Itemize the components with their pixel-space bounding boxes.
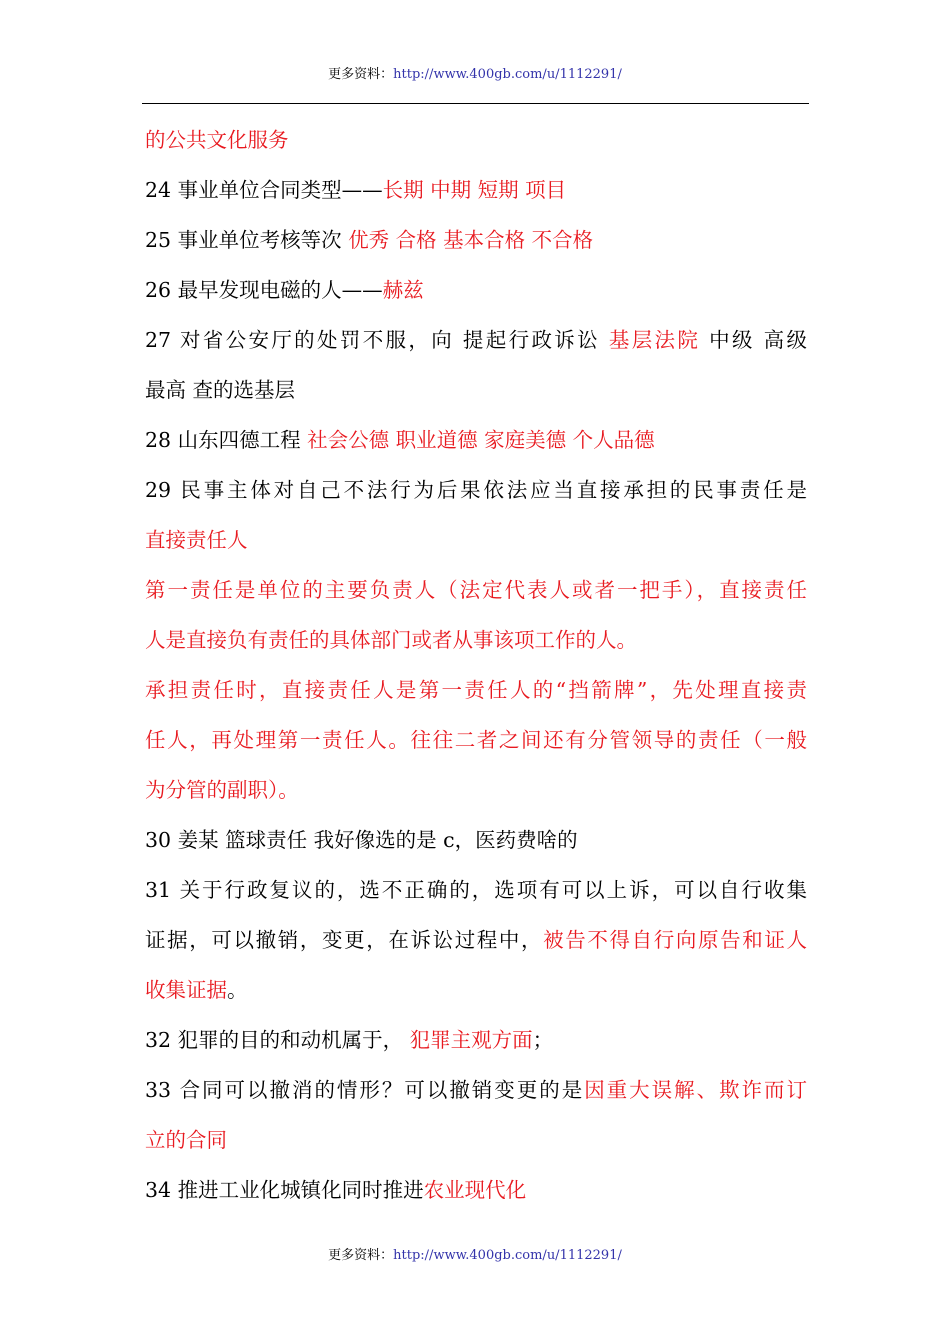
footer-label: 更多资料： bbox=[328, 1248, 394, 1263]
text-line bbox=[145, 365, 807, 415]
highlighted-text: 因重大误解、欺诈而订 bbox=[584, 1078, 807, 1102]
body-text: 34 推进工业化城镇化同时推进 bbox=[145, 1178, 424, 1202]
text-line bbox=[145, 465, 807, 515]
page-header bbox=[0, 66, 950, 84]
header-divider bbox=[142, 103, 809, 104]
text-line bbox=[145, 1015, 807, 1065]
text-line bbox=[145, 115, 807, 165]
text-line bbox=[145, 915, 807, 965]
highlighted-text: 立的合同 bbox=[145, 1128, 227, 1152]
body-text: 27 对省公安厅的处罚不服，向 提起行政诉讼 bbox=[145, 328, 609, 352]
text-line bbox=[145, 215, 807, 265]
body-text: 32 犯罪的目的和动机属于， bbox=[145, 1028, 410, 1052]
highlighted-text: 赫兹 bbox=[382, 278, 424, 302]
highlighted-text: 直接责任人 bbox=[145, 528, 248, 552]
body-text: 24 事业单位合同类型—— bbox=[145, 178, 383, 202]
text-line bbox=[145, 715, 807, 765]
body-text: ； bbox=[532, 1028, 554, 1052]
highlighted-text: 犯罪主观方面 bbox=[409, 1028, 533, 1052]
body-text: 25 事业单位考核等次 bbox=[145, 228, 349, 252]
highlighted-text: 人是直接负有责任的具体部门或者从事该项工作的人。 bbox=[145, 628, 637, 652]
text-line bbox=[145, 865, 807, 915]
body-text: 29 民事主体对自己不法行为后果依法应当直接承担的民事责任是 bbox=[145, 478, 807, 502]
text-line bbox=[145, 765, 807, 815]
highlighted-text: 收集证据 bbox=[145, 978, 227, 1002]
body-text: 。 bbox=[227, 978, 248, 1002]
text-line bbox=[145, 1165, 807, 1215]
footer-link[interactable]: http://www.400gb.com/u/1112291/ bbox=[393, 1248, 622, 1263]
highlighted-text: 长期 中期 短期 项目 bbox=[382, 178, 567, 202]
body-text: 26 最早发现电磁的人—— bbox=[145, 278, 383, 302]
page-footer bbox=[0, 1247, 950, 1265]
text-line bbox=[145, 265, 807, 315]
document-body bbox=[145, 115, 807, 1215]
highlighted-text: 任人，再处理第一责任人。往往二者之间还有分管领导的责任（一般 bbox=[145, 728, 807, 752]
body-text: 中级 高级 bbox=[700, 328, 807, 352]
highlighted-text: 社会公德 职业道德 家庭美德 个人品德 bbox=[307, 428, 655, 452]
highlighted-text: 基层法院 bbox=[608, 328, 701, 352]
header-label: 更多资料： bbox=[328, 67, 394, 82]
text-line bbox=[145, 1115, 807, 1165]
text-line bbox=[145, 965, 807, 1015]
body-text: 证据，可以撤销，变更，在诉讼过程中， bbox=[145, 928, 544, 952]
text-line bbox=[145, 415, 807, 465]
highlighted-text: 承担责任时，直接责任人是第一责任人的“挡箭牌”，先处理直接责 bbox=[145, 678, 807, 702]
highlighted-text: 农业现代化 bbox=[423, 1178, 527, 1202]
body-text: 31 关于行政复议的，选不正确的，选项有可以上诉，可以自行收集 bbox=[145, 878, 807, 902]
text-line bbox=[145, 1065, 807, 1115]
text-line bbox=[145, 665, 807, 715]
body-text: 最高 查的选基层 bbox=[145, 378, 296, 402]
text-line bbox=[145, 565, 807, 615]
body-text: 33 合同可以撤消的情形？可以撤销变更的是 bbox=[145, 1078, 585, 1102]
highlighted-text: 的公共文化服务 bbox=[145, 128, 289, 152]
highlighted-text: 被告不得自行向原告和证人 bbox=[543, 928, 807, 952]
highlighted-text: 优秀 合格 基本合格 不合格 bbox=[348, 228, 594, 252]
highlighted-text: 为分管的副职）。 bbox=[145, 778, 299, 802]
text-line bbox=[145, 515, 807, 565]
text-line bbox=[145, 315, 807, 365]
highlighted-text: 第一责任是单位的主要负责人（法定代表人或者一把手），直接责任 bbox=[145, 578, 807, 602]
body-text: 28 山东四德工程 bbox=[145, 428, 308, 452]
text-line bbox=[145, 815, 807, 865]
header-link[interactable]: http://www.400gb.com/u/1112291/ bbox=[393, 67, 622, 82]
text-line bbox=[145, 165, 807, 215]
body-text: 30 姜某 篮球责任 我好像选的是 c，医药费啥的 bbox=[145, 828, 578, 852]
text-line bbox=[145, 615, 807, 665]
